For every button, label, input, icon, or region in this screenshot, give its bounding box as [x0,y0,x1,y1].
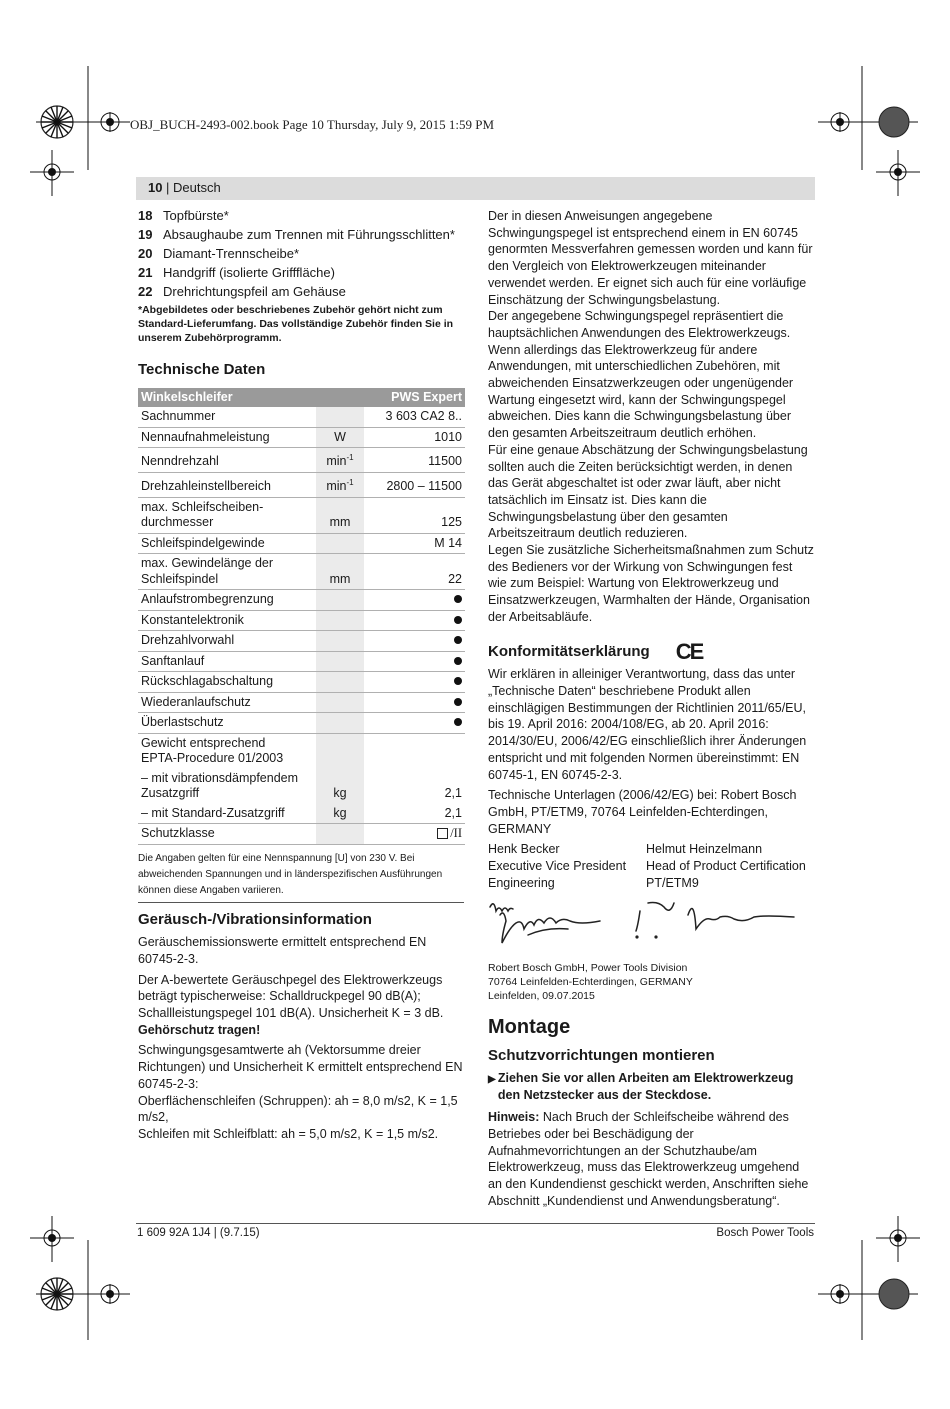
list-item: 22 Drehrichtungspfeil am Gehäuse [138,284,346,299]
table-row: Gewicht entsprechend EPTA-Procedure 01/2003 [138,733,465,769]
table-row: – mit Standard-Zusatzgriff kg 2,1 [138,804,465,824]
table-row: max. Schleifscheiben-durchmesser mm 125 [138,497,465,533]
protection-class-icon [437,828,448,839]
company-block: Robert Bosch GmbH, Power Tools Division 70764 Leinfelden-Echterdingen, GERMANY Leinfelden, 09.07.2015 [488,962,693,1003]
triangle-bullet-icon: ▶ [488,1073,496,1085]
table-row: Konstantelektronik [138,610,465,631]
table-row: Sachnummer 3 603 CA2 8.. [138,407,465,427]
hint-paragraph: Hinweis: Nach Bruch der Schleifscheibe während des Betriebes oder bei Beschädigung der Aufnahmevorrichtungen an der Schutzhaube/am Elektrowerkzeug, muss das Elektrowerkzeug umgehend an den Kundendienst geschickt werden, Anschriften siehe Abschnitt „Kundendienst und Anwendungsberatung“. [488,1110,809,1208]
vibration-estimate-paragraph: Für eine genaue Abschätzung der Schwingungsbelastung sollten auch die Zeiten berücksichtigt werden, in denen das Gerät abgeschaltet ist oder zwar läuft, aber nicht tatsächlich im Einsatz ist. Dies kann die Schwingungsbelastung über den gesamten Arbeitszeitraum deutlich reduzieren. [488,442,808,541]
header-language: Deutsch [173,180,221,195]
conformity-paragraph: Wir erklären in alleiniger Verantwortung, dass das unter „Technische Daten“ beschriebene Produkt allen einschlägigen Bestimmungen der Richtlinien 2011/65/EU, bis 19. April 2016: 2004/108/EG, ab 20. April 2016: 2014/30/EU, 2006/42/EG einschließlich ihrer Änderungen entspricht und mit folgenden Normen übereinstimmt: EN 60745-1, EN 60745-2-3. [488,667,807,782]
accessory-note: *Abgebildetes oder beschriebenes Zubehör gehört nicht zum Standard-Lieferumfang. Das vollständige Zubehör finden Sie in unserem Zubehörprogramm. [138,304,454,344]
safety-measures-paragraph: Legen Sie zusätzliche Sicherheitsmaßnahmen zum Schutz des Bedieners vor der Wirkung von Schwingungen fest wie zum Beispiel: Wartung von Elektrowerkzeug und Einsatzwerkzeugen, Warmhalten der Hände, Organisation der Arbeitsabläufe. [488,543,814,624]
voltage-note: Die Angaben gelten für eine Nennspannung [U] von 230 V. Bei abweichenden Spannungen und in länderspezifischen Ausführungen können diese Angaben variieren. [138,851,464,903]
footer-left: 1 609 92A 1J4 | (9.7.15) [137,1227,260,1239]
table-row: – mit vibrationsdämpfendem Zusatzgriff kg 2,1 [138,769,465,804]
vibration-paragraph-3: Schleifen mit Schleifblatt: ah = 5,0 m/s2, K = 1,5 m/s2. [138,1126,439,1141]
signers [488,841,814,891]
page-number: 10 [148,180,163,195]
vibration-level-paragraph: Der in diesen Anweisungen angegebene Schwingungspegel ist entsprechend einem in EN 60745 genormten Messverfahren gemessen worden und kann für den Vergleich von Elektrowerkzeugen miteinander verwendet werden. Er eignet sich auch für eine vorläufige Einschätzung der Schwingungsbelastung. [488,209,813,307]
vibration-applications-paragraph: Der angegebene Schwingungspegel repräsentiert die hauptsächlichen Anwendungen des Elektrowerkzeugs. Wenn allerdings das Elektrowerkzeug für andere Anwendungen, mit unterschiedlichen Zubehören, mit abweichenden Einsatzwerkzeugen oder ungenügender Wartung eingesetzt wird, kann der Schwingungspegel abweichen. Dies kann die Schwingungsbelastung über den gesamten Arbeitszeitraum deutlich erhöhen. [488,309,794,441]
list-item: 19 Absaughaube zum Trennen mit Führungsschlitten* [138,227,455,242]
table-row: Drehzahlvorwahl [138,631,465,652]
protection-heading: Schutzvorrichtungen montieren [488,1047,715,1065]
list-item: 21 Handgriff (isolierte Grifffläche) [138,265,335,280]
feature-dot-icon [454,636,462,644]
noise-paragraph-2: Der A-bewertete Geräuschpegel des Elektrowerkzeugs beträgt typischerweise: Schalldruckpegel 90 dB(A); Schallleistungspegel 101 dB(A). Unsicherheit K = 3 dB. [138,972,444,1021]
header-separator: | [166,180,170,195]
hearing-protection-note: Gehörschutz tragen! [138,1022,261,1037]
table-row: Schutzklasse /II [138,824,465,845]
technical-documents: Technische Unterlagen (2006/42/EG) bei: Robert Bosch GmbH, PT/ETM9, 70764 Leinfelden-Echterdingen, GERMANY [488,788,797,836]
vibration-paragraph-1: Schwingungsgesamtwerte ah (Vektorsumme dreier Richtungen) und Unsicherheit K ermittelt entsprechend EN 60745-2-3: [138,1043,463,1091]
feature-dot-icon [454,595,462,603]
conformity-header [488,638,814,664]
footer-rule [136,1223,815,1224]
table-row: Nennaufnahmeleistung W 1010 [138,427,465,448]
table-row: Nenndrehzahl $\min^{-1}$ 11500 [138,448,465,473]
vibration-paragraph-2: Oberflächenschleifen (Schruppen): ah = 8,0 m/s2, K = 1,5 m/s2, [138,1093,458,1125]
table-row: Überlastschutz [138,713,465,734]
noise-heading: Geräusch-/Vibrationsinformation [138,910,372,928]
feature-dot-icon [454,718,462,726]
safety-bullet: ▶ Ziehen Sie vor allen Arbeiten am Elektrowerkzeug den Netzstecker aus der Steckdose. [488,1070,794,1102]
left-column [138,208,464,1143]
signer-1: Henk Becker Executive Vice President Engineering [488,842,627,890]
conformity-heading: Konformitätserklärung [488,642,650,660]
spec-table [138,388,465,845]
feature-dot-icon [454,698,462,706]
footer-right: Bosch Power Tools [716,1227,814,1239]
parts-list [138,208,464,300]
noise-paragraph-1: Geräuschemissionswerte ermittelt entsprechend EN 60745-2-3. [138,935,427,966]
montage-heading: Montage [488,1016,571,1039]
list-item: 20 Diamant-Trennscheibe* [138,246,300,261]
table-row: Rückschlagabschaltung [138,672,465,693]
feature-dot-icon [454,616,462,624]
table-row: Sanftanlauf [138,651,465,672]
list-item: 18 Topfbürste* [138,208,229,223]
table-row: max. Gewindelänge der Schleifspindel mm 22 [138,554,465,590]
table-row: Wiederanlaufschutz [138,692,465,713]
spec-table-header: Winkelschleifer PWS Expert [138,388,465,408]
feature-dot-icon [454,677,462,685]
feature-dot-icon [454,657,462,665]
signer-2: Helmut Heinzelmann Head of Product Certification PT/ETM9 [646,842,806,890]
table-row: Anlaufstrombegrenzung [138,590,465,611]
page-header-bar [136,177,815,200]
tech-data-heading: Technische Daten [138,361,266,378]
protection-class-value: /II [450,826,462,841]
right-column [488,208,814,1209]
print-header: OBJ_BUCH-2493-002.book Page 10 Thursday, July 9, 2015 1:59 PM [130,117,495,132]
signature-image [488,895,798,955]
table-row: Drehzahleinstellbereich $\min^{-1}$ 2800 – 11500 [138,472,465,497]
table-row: Schleifspindelgewinde M 14 [138,533,465,554]
ce-mark-icon: CE [675,638,703,664]
